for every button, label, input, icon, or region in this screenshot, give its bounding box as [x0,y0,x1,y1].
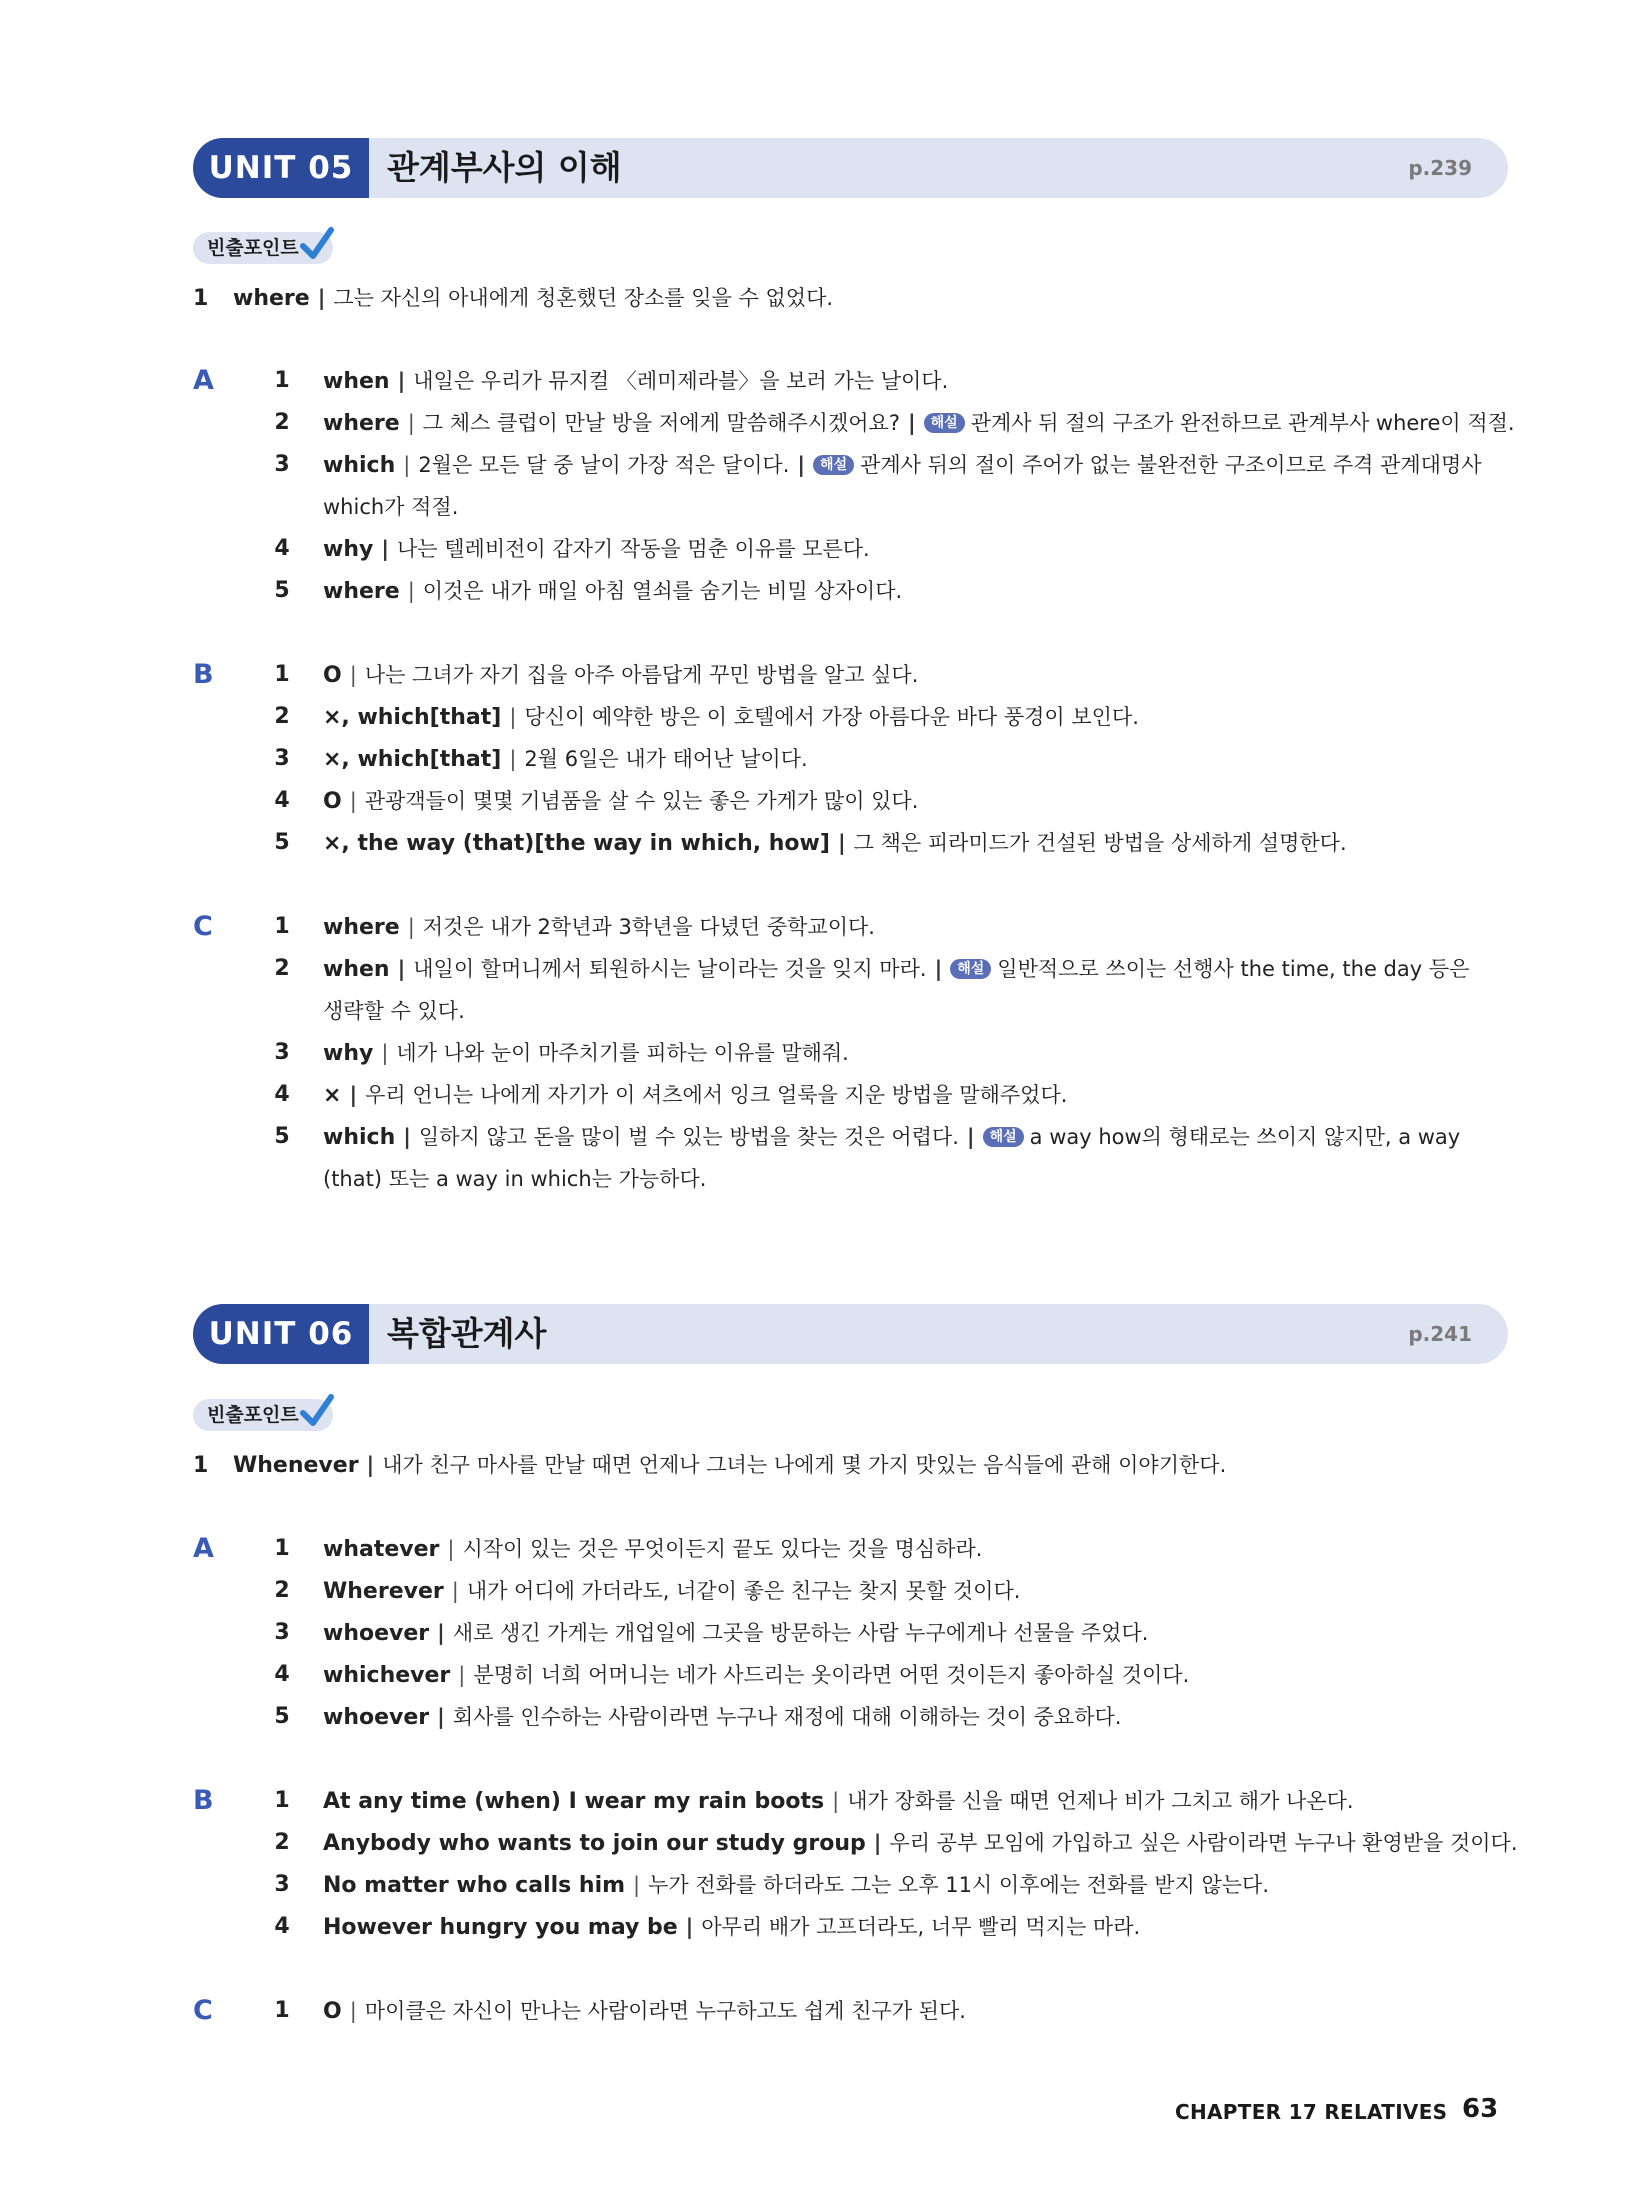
item-text: 내가 장화를 신을 때면 언제나 비가 그치고 해가 나온다. [847,1789,1354,1813]
unit05-header [193,138,1508,198]
list-item: whatever | 시작이 있는 것은 무엇이든지 끝도 있다는 것을 명심하라. [323,1537,983,1562]
badge-label: 빈출포인트 [207,1404,299,1426]
list-item: O | 마이클은 자신이 만나는 사람이라면 누구하고도 쉽게 친구가 된다. [323,1999,966,2024]
item-num: 2 [274,410,290,435]
list-item: why | 나는 텔레비전이 갑자기 작동을 멈춘 이유를 모른다. [323,537,870,562]
unit05-section-c: C [193,911,213,942]
unit05-page-ref: p.239 [1408,156,1472,180]
item-text: 누가 전화를 하더라도 그는 오후 11시 이후에는 전화를 받지 않는다. [648,1873,1270,1897]
item-num: 4 [274,1662,290,1687]
item-text: 분명히 너희 어머니는 네가 사드리는 옷이라면 어떤 것이든지 좋아하실 것이다. [473,1663,1190,1687]
item-answer: No matter who calls him [323,1873,626,1898]
item-text: 내가 어디에 가더라도, 너같이 좋은 친구는 찾지 못할 것이다. [466,1579,1021,1603]
badge-label: 빈출포인트 [207,237,299,259]
item-text: 그 책은 피라미드가 건설된 방법을 상세하게 설명한다. [853,831,1347,855]
item-answer: However hungry you may be [323,1915,678,1940]
haeseol-badge: 해설 [950,959,991,979]
haeseol-badge: 해설 [813,455,854,475]
item-text: 우리 언니는 나에게 자기가 이 셔츠에서 잉크 얼룩을 지운 방법을 말해주었다. [365,1083,1068,1107]
list-item: Wherever | 내가 어디에 가더라도, 너같이 좋은 친구는 찾지 못할 것이다. [323,1579,1021,1604]
item-answer: whoever [323,1621,430,1646]
item-text: 우리 공부 모임에 가입하고 싶은 사람이라면 누구나 환영받을 것이다. [889,1831,1518,1855]
item-note-cont: (that) 또는 a way in which는 가능하다. [323,1167,707,1191]
item-answer: whoever [323,1705,430,1730]
item-text: 나는 텔레비전이 갑자기 작동을 멈춘 이유를 모른다. [397,537,870,561]
item-num: 2 [274,956,290,981]
item-answer: O [323,789,342,814]
list-item: where | 그 체스 클럽이 만날 방을 저에게 말씀해주시겠어요? | 해설 관계사 뒤 절의 구조가 완전하므로 관계부사 where이 적절. [323,411,1515,436]
list-item: where | 이것은 내가 매일 아침 열쇠를 숨기는 비밀 상자이다. [323,579,903,604]
list-item: Anybody who wants to join our study group | 우리 공부 모임에 가입하고 싶은 사람이라면 누구나 환영받을 것이다. [323,1831,1518,1856]
checkmark-icon [299,224,335,264]
point-text: 그는 자신의 아내에게 청혼했던 장소를 잊을 수 없었다. [333,286,834,310]
item-answer: O [323,663,342,688]
item-text: 2월은 모든 달 중 날이 가장 적은 달이다. [418,453,790,477]
item-text: 당신이 예약한 방은 이 호텔에서 가장 아름다운 바다 풍경이 보인다. [524,705,1139,729]
item-answer: × [323,1083,342,1108]
list-item: whichever | 분명히 너희 어머니는 네가 사드리는 옷이라면 어떤 것이든지 좋아하실 것이다. [323,1663,1190,1688]
list-item: why | 네가 나와 눈이 마주치기를 피하는 이유를 말해줘. [323,1041,849,1066]
item-text: 내일이 할머니께서 퇴원하시는 날이라는 것을 잊지 마라. [413,957,927,981]
item-num: 1 [274,662,290,687]
point-text: 내가 친구 마사를 만날 때면 언제나 그녀는 나에게 몇 가지 맛있는 음식들에 관해 이야기한다. [382,1453,1227,1477]
point-num: 1 [193,1453,209,1478]
footer-chapter: CHAPTER 17 RELATIVES [1175,2100,1448,2124]
list-item: when | 내일은 우리가 뮤지컬 〈레미제라블〉을 보러 가는 날이다. [323,369,949,394]
page-number: 63 [1462,2094,1499,2124]
item-text: 저것은 내가 2학년과 3학년을 다녔던 중학교이다. [422,915,875,939]
list-item: which | 2월은 모든 달 중 날이 가장 적은 달이다. | 해설 관계사 뒤의 절이 주어가 없는 불완전한 구조이므로 주격 관계대명사 [323,453,1482,478]
item-note: a way how의 형태로는 쓰이지 않지만, a way [1029,1125,1461,1149]
unit06-title: 복합관계사 [387,1314,547,1353]
item-num: 5 [274,1704,290,1729]
item-num: 5 [274,1124,290,1149]
checkmark-icon [299,1391,335,1431]
item-answer: why [323,1041,374,1066]
item-answer: when [323,369,390,394]
list-item: ×, which[that] | 당신이 예약한 방은 이 호텔에서 가장 아름다운 바다 풍경이 보인다. [323,705,1139,730]
list-item: whoever | 회사를 인수하는 사람이라면 누구나 재정에 대해 이해하는 것이 중요하다. [323,1705,1122,1730]
unit05-point: 1 where | 그는 자신의 아내에게 청혼했던 장소를 잊을 수 없었다. [193,286,834,311]
list-item: which | 일하지 않고 돈을 많이 벌 수 있는 방법을 찾는 것은 어렵다. | 해설 a way how의 형태로는 쓰이지 않지만, a way [323,1125,1461,1150]
item-answer: where [323,915,400,940]
item-text: 관광객들이 몇몇 기념품을 살 수 있는 좋은 가게가 많이 있다. [364,789,919,813]
item-note: 관계사 뒤의 절이 주어가 없는 불완전한 구조이므로 주격 관계대명사 [860,453,1482,477]
item-text: 2월 6일은 내가 태어난 날이다. [524,747,808,771]
item-answer: which [323,453,396,478]
list-item: ×, the way (that)[the way in which, how] | 그 책은 피라미드가 건설된 방법을 상세하게 설명한다. [323,831,1347,856]
point-num: 1 [193,286,209,311]
item-num: 1 [274,1536,290,1561]
item-num: 2 [274,704,290,729]
item-num: 1 [274,1788,290,1813]
list-item: However hungry you may be | 아무리 배가 고프더라도, 너무 빨리 먹지는 마라. [323,1915,1141,1940]
list-item: ×, which[that] | 2월 6일은 내가 태어난 날이다. [323,747,808,772]
item-answer: ×, which[that] [323,705,502,730]
item-note-cont: 생략할 수 있다. [323,999,465,1023]
item-num: 4 [274,536,290,561]
item-text: 그 체스 클럽이 만날 방을 저에게 말씀해주시겠어요? [422,411,900,435]
item-num: 4 [274,1082,290,1107]
item-num: 3 [274,452,290,477]
unit06-page-ref: p.241 [1408,1322,1472,1346]
item-note-cont: which가 적절. [323,495,459,519]
unit06-section-a: A [193,1533,214,1564]
item-answer: ×, the way (that)[the way in which, how] [323,831,830,856]
list-item: O | 나는 그녀가 자기 집을 아주 아름답게 꾸민 방법을 알고 싶다. [323,663,919,688]
item-num: 4 [274,788,290,813]
item-answer: where [323,411,400,436]
item-answer: ×, which[that] [323,747,502,772]
list-item: O | 관광객들이 몇몇 기념품을 살 수 있는 좋은 가게가 많이 있다. [323,789,919,814]
haeseol-badge: 해설 [924,413,965,433]
item-text: 이것은 내가 매일 아침 열쇠를 숨기는 비밀 상자이다. [422,579,903,603]
item-num: 3 [274,1040,290,1065]
item-answer: where [323,579,400,604]
item-num: 2 [274,1830,290,1855]
item-answer: Wherever [323,1579,444,1604]
point-answer: Whenever [233,1453,359,1478]
unit06-section-b: B [193,1785,214,1816]
item-num: 1 [274,914,290,939]
unit05-pill: UNIT 05 [193,138,369,198]
list-item: whoever | 새로 생긴 가게는 개업일에 그곳을 방문하는 사람 누구에게나 선물을 주었다. [323,1621,1149,1646]
item-num: 5 [274,830,290,855]
item-num: 4 [274,1914,290,1939]
item-num: 3 [274,746,290,771]
list-item: when | 내일이 할머니께서 퇴원하시는 날이라는 것을 잊지 마라. | 해설 일반적으로 쓰이는 선행사 the time, the day 등은 [323,957,1470,982]
unit05-title: 관계부사의 이해 [387,148,622,187]
item-answer: At any time (when) I wear my rain boots [323,1789,825,1814]
item-text: 회사를 인수하는 사람이라면 누구나 재정에 대해 이해하는 것이 중요하다. [452,1705,1122,1729]
item-note: 일반적으로 쓰이는 선행사 the time, the day 등은 [997,957,1470,981]
item-text: 일하지 않고 돈을 많이 벌 수 있는 방법을 찾는 것은 어렵다. [418,1125,959,1149]
item-num: 5 [274,578,290,603]
haeseol-badge: 해설 [983,1127,1024,1147]
item-text: 내일은 우리가 뮤지컬 〈레미제라블〉을 보러 가는 날이다. [413,369,949,393]
item-answer: when [323,957,390,982]
item-answer: Anybody who wants to join our study group [323,1831,866,1856]
unit06-section-c: C [193,1995,213,2026]
item-num: 3 [274,1620,290,1645]
unit06-badge [193,1399,333,1431]
list-item: where | 저것은 내가 2학년과 3학년을 다녔던 중학교이다. [323,915,875,940]
item-answer: which [323,1125,396,1150]
item-note: 관계사 뒤 절의 구조가 완전하므로 관계부사 where이 적절. [970,411,1515,435]
item-answer: whichever [323,1663,451,1688]
list-item: × | 우리 언니는 나에게 자기가 이 셔츠에서 잉크 얼룩을 지운 방법을 말해주었다. [323,1083,1068,1108]
point-answer: where [233,286,310,311]
unit06-header [193,1304,1508,1364]
item-num: 1 [274,368,290,393]
list-item: At any time (when) I wear my rain boots | 내가 장화를 신을 때면 언제나 비가 그치고 해가 나온다. [323,1789,1354,1814]
unit05-badge [193,232,333,264]
item-answer: whatever [323,1537,440,1562]
item-answer: why [323,537,374,562]
item-num: 2 [274,1578,290,1603]
item-num: 3 [274,1872,290,1897]
unit05-section-a: A [193,365,214,396]
item-answer: O [323,1999,342,2024]
item-text: 시작이 있는 것은 무엇이든지 끝도 있다는 것을 명심하라. [462,1537,983,1561]
item-text: 마이클은 자신이 만나는 사람이라면 누구하고도 쉽게 친구가 된다. [364,1999,966,2023]
unit05-section-b: B [193,659,214,690]
item-text: 새로 생긴 가게는 개업일에 그곳을 방문하는 사람 누구에게나 선물을 주었다. [452,1621,1149,1645]
item-text: 네가 나와 눈이 마주치기를 피하는 이유를 말해줘. [396,1041,849,1065]
unit06-pill: UNIT 06 [193,1304,369,1364]
item-text: 아무리 배가 고프더라도, 너무 빨리 먹지는 마라. [701,1915,1141,1939]
list-item: No matter who calls him | 누가 전화를 하더라도 그는 오후 11시 이후에는 전화를 받지 않는다. [323,1873,1270,1898]
item-num: 1 [274,1998,290,2023]
unit06-point: 1 Whenever | 내가 친구 마사를 만날 때면 언제나 그녀는 나에게 몇 가지 맛있는 음식들에 관해 이야기한다. [193,1453,1227,1478]
item-text: 나는 그녀가 자기 집을 아주 아름답게 꾸민 방법을 알고 싶다. [364,663,919,687]
